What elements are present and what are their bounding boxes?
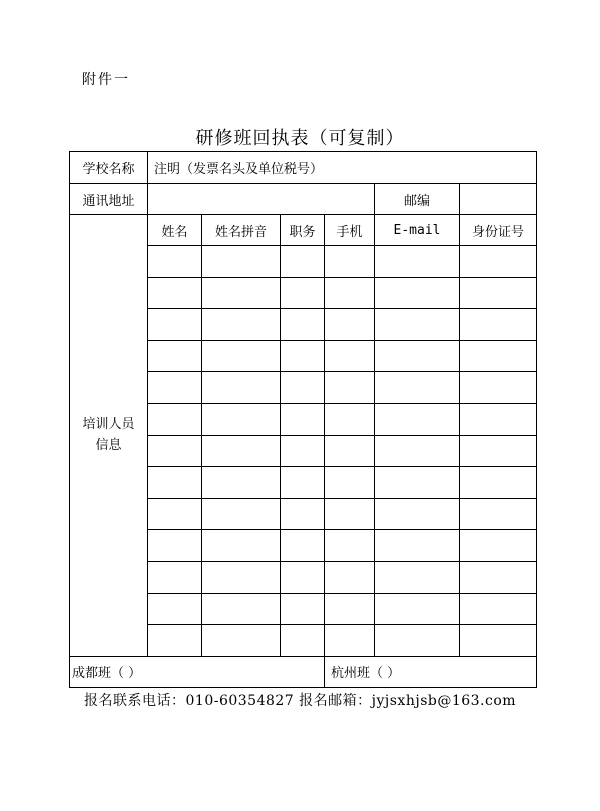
pinyin-cell[interactable] bbox=[202, 625, 281, 657]
email-cell[interactable] bbox=[375, 309, 460, 341]
position-cell[interactable] bbox=[281, 277, 325, 309]
id-number-cell[interactable] bbox=[460, 372, 537, 404]
position-cell[interactable] bbox=[281, 498, 325, 530]
participants-label-line1: 培训人员 bbox=[82, 417, 135, 433]
header-name: 姓名 bbox=[148, 215, 202, 246]
name-cell[interactable] bbox=[148, 340, 202, 372]
name-cell[interactable] bbox=[148, 498, 202, 530]
email-cell[interactable] bbox=[375, 246, 460, 278]
position-cell[interactable] bbox=[281, 625, 325, 657]
postcode-field[interactable] bbox=[460, 184, 537, 215]
email-cell[interactable] bbox=[375, 340, 460, 372]
branch-row bbox=[70, 656, 537, 687]
pinyin-cell[interactable] bbox=[202, 498, 281, 530]
position-cell[interactable] bbox=[281, 246, 325, 278]
postcode-label: 邮编 bbox=[375, 184, 460, 215]
position-cell[interactable] bbox=[281, 593, 325, 625]
address-label: 通讯地址 bbox=[70, 184, 148, 215]
pinyin-cell[interactable] bbox=[202, 530, 281, 562]
school-name-label: 学校名称 bbox=[70, 152, 148, 184]
registration-form-table bbox=[69, 151, 537, 688]
address-row bbox=[70, 184, 537, 215]
mobile-cell[interactable] bbox=[325, 340, 375, 372]
id-number-cell[interactable] bbox=[460, 403, 537, 435]
header-position: 职务 bbox=[281, 215, 325, 246]
pinyin-cell[interactable] bbox=[202, 340, 281, 372]
position-cell[interactable] bbox=[281, 340, 325, 372]
email-cell[interactable] bbox=[375, 498, 460, 530]
chengdu-branch-cell[interactable]: 成都班（ ） bbox=[70, 656, 325, 687]
email-cell[interactable] bbox=[375, 530, 460, 562]
hangzhou-branch-cell[interactable]: 杭州班（ ） bbox=[325, 656, 537, 687]
email-cell[interactable] bbox=[375, 593, 460, 625]
id-number-cell[interactable] bbox=[460, 309, 537, 341]
name-cell[interactable] bbox=[148, 372, 202, 404]
address-field[interactable] bbox=[148, 184, 375, 215]
mobile-cell[interactable] bbox=[325, 593, 375, 625]
contact-info: 报名联系电话：010-60354827 报名邮箱：jyjsxhjsb@163.com bbox=[84, 693, 517, 709]
name-cell[interactable] bbox=[148, 593, 202, 625]
pinyin-cell[interactable] bbox=[202, 246, 281, 278]
participants-label-line2: 信息 bbox=[95, 438, 122, 454]
pinyin-cell[interactable] bbox=[202, 309, 281, 341]
position-cell[interactable] bbox=[281, 372, 325, 404]
participants-label bbox=[70, 215, 148, 657]
position-cell[interactable] bbox=[281, 403, 325, 435]
position-cell[interactable] bbox=[281, 309, 325, 341]
mobile-cell[interactable] bbox=[325, 625, 375, 657]
mobile-cell[interactable] bbox=[325, 309, 375, 341]
position-cell[interactable] bbox=[281, 435, 325, 467]
id-number-cell[interactable] bbox=[460, 593, 537, 625]
pinyin-cell[interactable] bbox=[202, 277, 281, 309]
name-cell[interactable] bbox=[148, 530, 202, 562]
mobile-cell[interactable] bbox=[325, 372, 375, 404]
name-cell[interactable] bbox=[148, 246, 202, 278]
form-title: 研修班回执表（可复制） bbox=[195, 128, 405, 149]
id-number-cell[interactable] bbox=[460, 435, 537, 467]
school-row bbox=[70, 152, 537, 184]
name-cell[interactable] bbox=[148, 435, 202, 467]
mobile-cell[interactable] bbox=[325, 403, 375, 435]
email-cell[interactable] bbox=[375, 435, 460, 467]
mobile-cell[interactable] bbox=[325, 530, 375, 562]
attachment-label: 附件一 bbox=[82, 72, 130, 88]
name-cell[interactable] bbox=[148, 467, 202, 499]
email-cell[interactable] bbox=[375, 467, 460, 499]
school-name-field[interactable]: 注明（发票名头及单位税号） bbox=[148, 152, 537, 184]
pinyin-cell[interactable] bbox=[202, 467, 281, 499]
name-cell[interactable] bbox=[148, 561, 202, 593]
position-cell[interactable] bbox=[281, 467, 325, 499]
pinyin-cell[interactable] bbox=[202, 372, 281, 404]
pinyin-cell[interactable] bbox=[202, 593, 281, 625]
email-cell[interactable] bbox=[375, 372, 460, 404]
email-cell[interactable] bbox=[375, 625, 460, 657]
pinyin-cell[interactable] bbox=[202, 561, 281, 593]
participants-header-row bbox=[70, 215, 537, 246]
name-cell[interactable] bbox=[148, 277, 202, 309]
mobile-cell[interactable] bbox=[325, 435, 375, 467]
pinyin-cell[interactable] bbox=[202, 403, 281, 435]
id-number-cell[interactable] bbox=[460, 467, 537, 499]
id-number-cell[interactable] bbox=[460, 277, 537, 309]
id-number-cell[interactable] bbox=[460, 246, 537, 278]
name-cell[interactable] bbox=[148, 309, 202, 341]
header-pinyin: 姓名拼音 bbox=[202, 215, 281, 246]
id-number-cell[interactable] bbox=[460, 530, 537, 562]
mobile-cell[interactable] bbox=[325, 498, 375, 530]
mobile-cell[interactable] bbox=[325, 277, 375, 309]
email-cell[interactable] bbox=[375, 277, 460, 309]
email-cell[interactable] bbox=[375, 403, 460, 435]
mobile-cell[interactable] bbox=[325, 561, 375, 593]
header-mobile: 手机 bbox=[325, 215, 375, 246]
name-cell[interactable] bbox=[148, 403, 202, 435]
pinyin-cell[interactable] bbox=[202, 435, 281, 467]
position-cell[interactable] bbox=[281, 561, 325, 593]
id-number-cell[interactable] bbox=[460, 498, 537, 530]
id-number-cell[interactable] bbox=[460, 625, 537, 657]
id-number-cell[interactable] bbox=[460, 561, 537, 593]
name-cell[interactable] bbox=[148, 625, 202, 657]
position-cell[interactable] bbox=[281, 530, 325, 562]
mobile-cell[interactable] bbox=[325, 246, 375, 278]
mobile-cell[interactable] bbox=[325, 467, 375, 499]
id-number-cell[interactable] bbox=[460, 340, 537, 372]
header-id-number: 身份证号 bbox=[460, 215, 537, 246]
email-cell[interactable] bbox=[375, 561, 460, 593]
header-email: E-mail bbox=[375, 215, 460, 246]
